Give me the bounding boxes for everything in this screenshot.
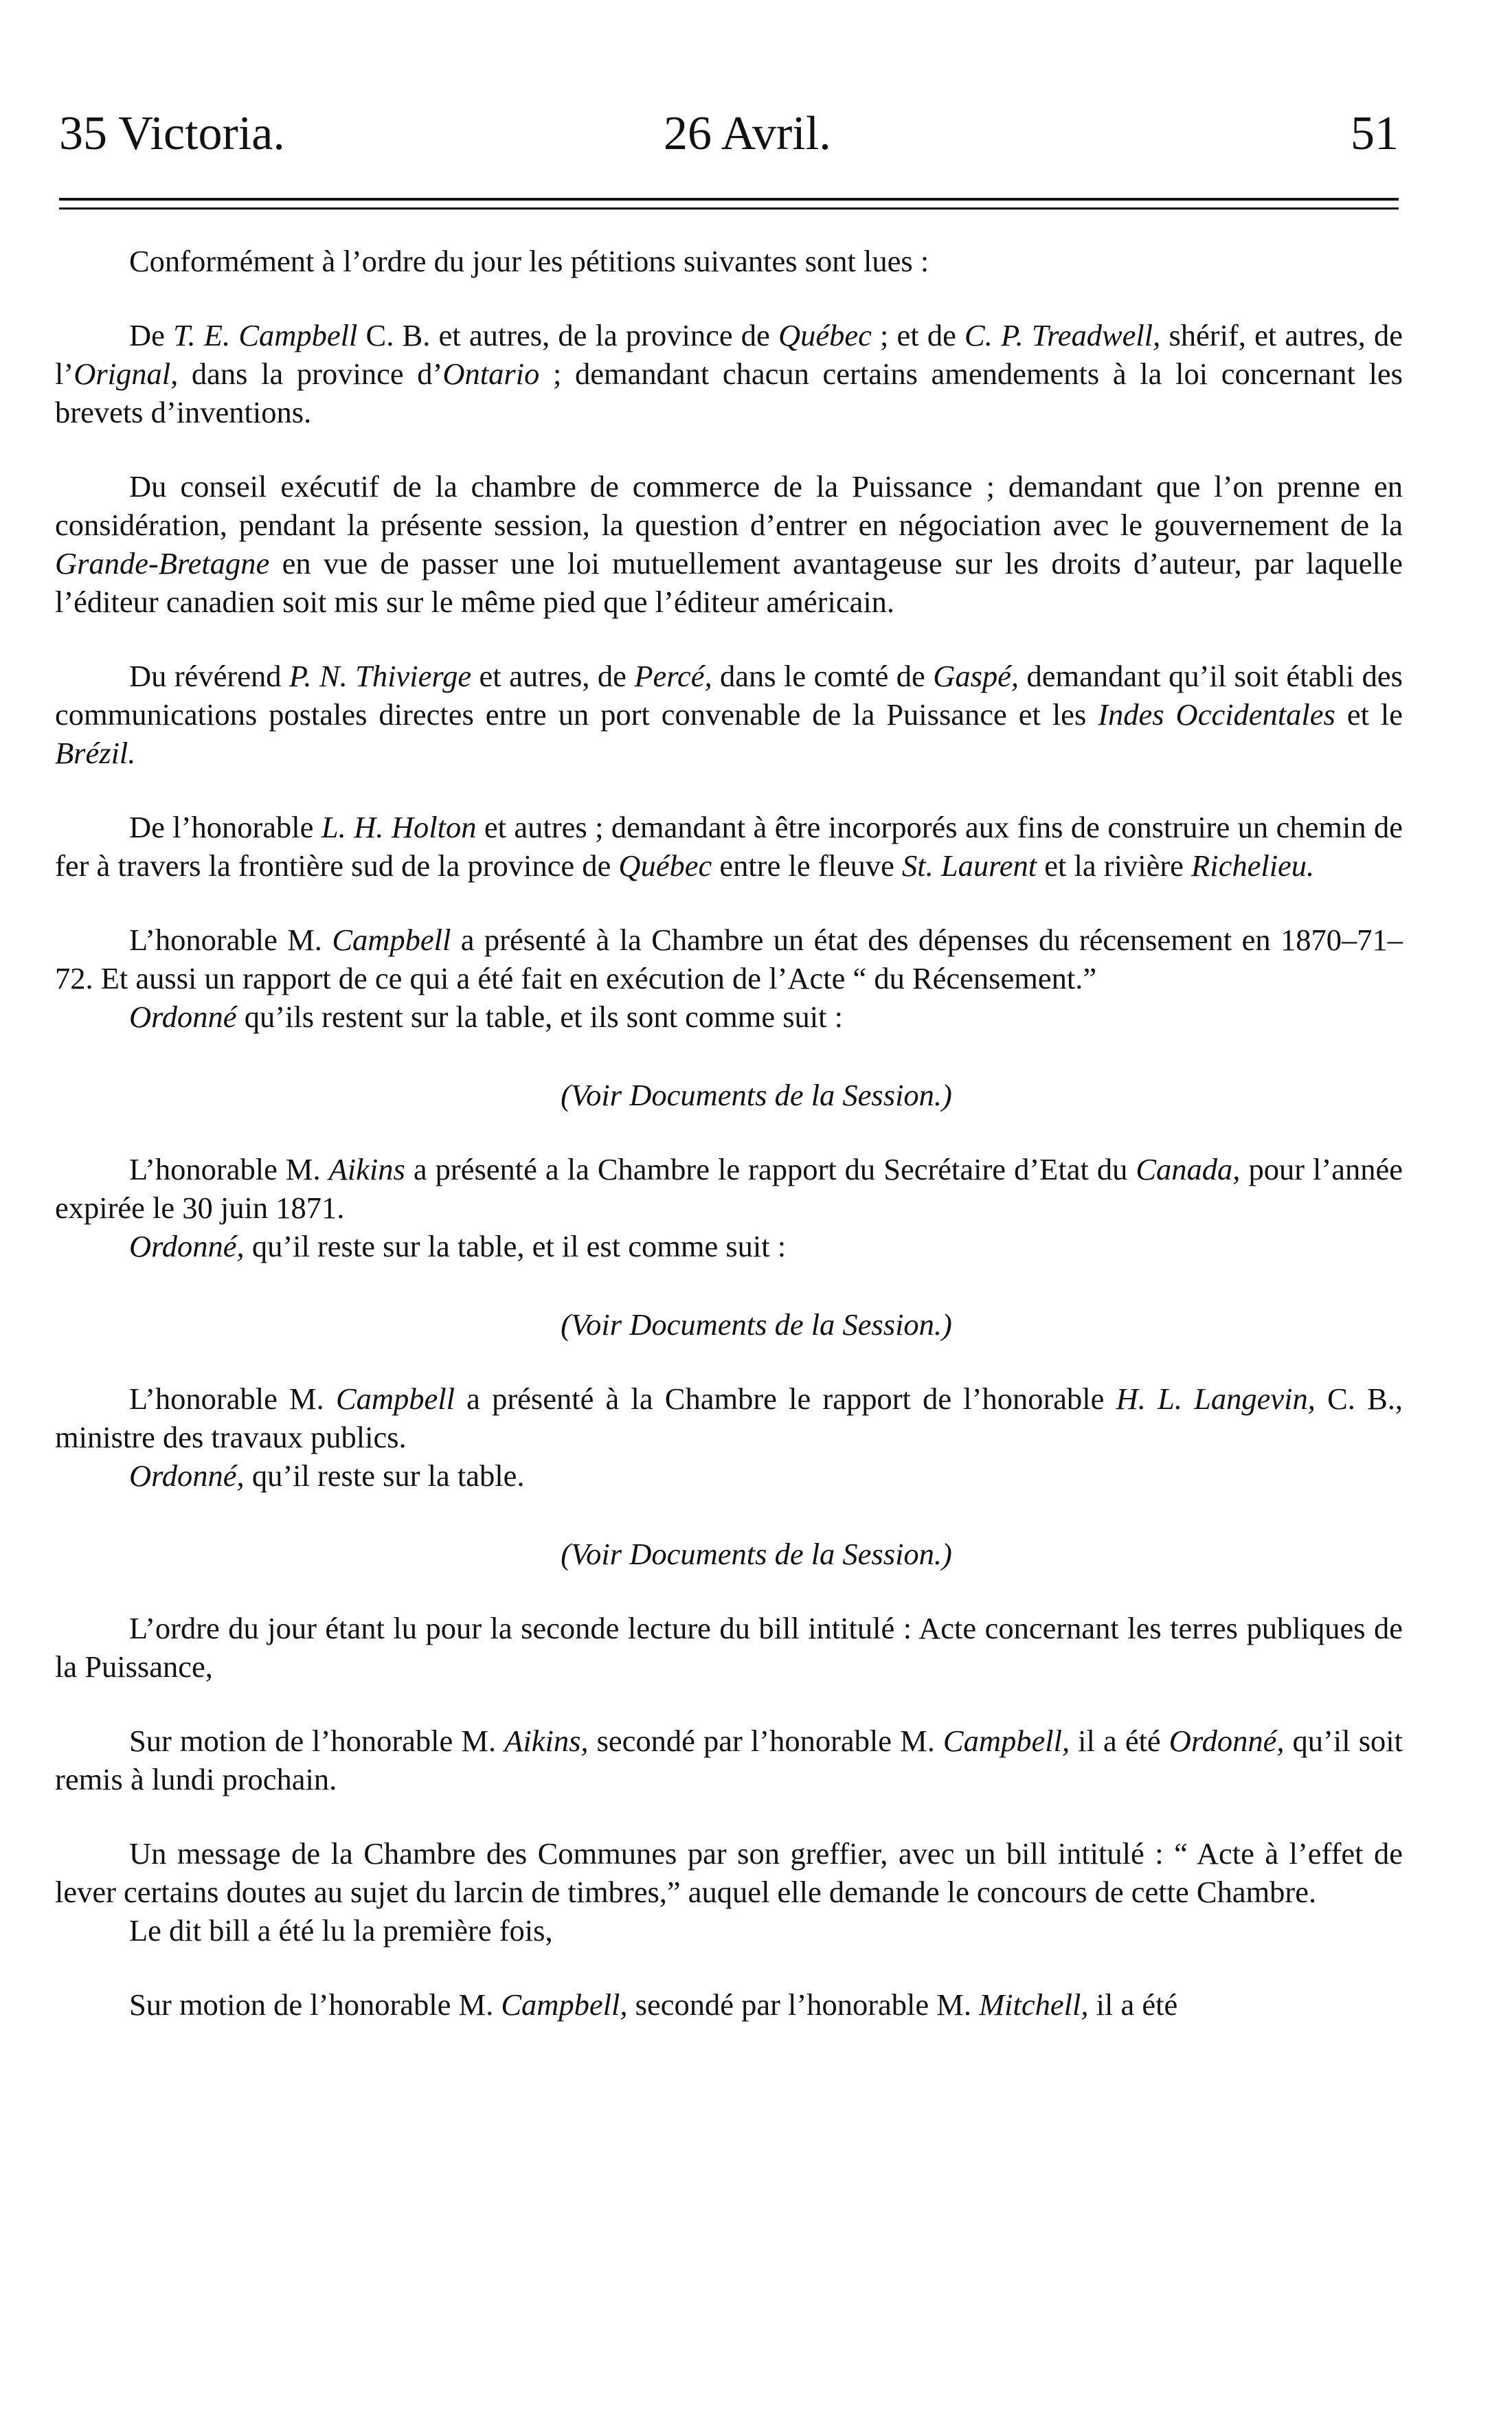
paragraph (55, 808, 1403, 885)
text-run: qu’il soit remis à lundi prochain. (55, 1724, 1403, 1796)
text-run: dans le comté de (712, 659, 934, 693)
page-number: 51 (1351, 107, 1399, 160)
italic-run: Ordonné, (129, 1458, 245, 1493)
paragraph (55, 997, 1403, 1036)
text-run: Le dit bill a été lu la première fois, (129, 1913, 553, 1948)
italic-run: Richelieu. (1191, 848, 1315, 883)
text-run: (Voir Documents de la Session.) (561, 1307, 952, 1342)
session-documents-note (55, 1305, 1403, 1344)
page-body (55, 242, 1403, 2024)
text-run: secondé par l’honorable M. (588, 1724, 943, 1758)
paragraph (55, 1985, 1403, 2024)
header-rule-bottom (59, 207, 1399, 210)
text-run: a présenté a la Chambre le rapport du Secrétaire d’Etat du (405, 1152, 1136, 1186)
italic-run: Percé, (634, 659, 712, 693)
italic-run: Campbell (332, 923, 451, 957)
header-rule-top (59, 198, 1399, 201)
text-run: L’honorable M. (129, 923, 332, 957)
paragraph (55, 316, 1403, 431)
session-documents-note (55, 1535, 1403, 1573)
text-run: De l’honorable (129, 810, 321, 844)
text-run: a présenté à la Chambre un état des dépenses du récensement en 1870–71–72. Et aussi un rapport de ce qui a été fait en exécution de l’Acte “ du Récensement.” (55, 923, 1403, 995)
italic-run: C. P. Treadwell, (964, 318, 1161, 352)
italic-run: Ontario (442, 357, 540, 391)
paragraph (55, 1379, 1403, 1456)
running-head-date: 26 Avril. (664, 107, 831, 160)
text-run: (Voir Documents de la Session.) (561, 1078, 952, 1112)
text-run: ; et de (871, 318, 965, 352)
italic-run: Québec (778, 318, 872, 352)
italic-run: Ordonné, (1169, 1724, 1285, 1758)
italic-run: Mitchell, (979, 1987, 1089, 2022)
text-run: L’honorable M. (129, 1381, 336, 1416)
paragraph (55, 1150, 1403, 1227)
running-head-left: 35 Victoria. (59, 107, 285, 160)
text-run: C. B. et autres, de la province de (357, 318, 778, 352)
italic-run: L. H. Holton (321, 810, 477, 844)
paragraph (55, 1609, 1403, 1686)
text-run: en vue de passer une loi mutuellement avantageuse sur les droits d’auteur, par laquelle l’éditeur canadien soit mis sur le même pied que l’éditeur américain. (55, 546, 1403, 619)
italic-run: Québec (618, 848, 712, 883)
italic-run: Aikins, (504, 1724, 589, 1758)
text-run: Du révérend (129, 659, 289, 693)
session-documents-note (55, 1076, 1403, 1114)
paragraph (55, 1227, 1403, 1265)
italic-run: T. E. Campbell (173, 318, 358, 352)
text-run: a présenté à la Chambre le rapport de l’honorable (454, 1381, 1116, 1416)
italic-run: Canada, (1136, 1152, 1241, 1186)
italic-run: Campbell (335, 1381, 455, 1416)
italic-run: Campbell, (943, 1724, 1070, 1758)
text-run: shérif, et autres, de l’ (55, 318, 1403, 391)
text-run: il a été (1070, 1724, 1169, 1758)
text-run: Sur motion de l’honorable M. (129, 1724, 505, 1758)
text-run: L’ordre du jour étant lu pour la seconde lecture du bill intitulé : Acte concernant les terres publiques de la Puissance, (55, 1611, 1403, 1684)
text-run: Du conseil exécutif de la chambre de commerce de la Puissance ; demandant que l’on prenne en considération, pendant la présente session, la question d’entrer en négociation avec le gouvernement de la (55, 469, 1403, 542)
text-run: qu’il reste sur la table, et il est comme suit : (244, 1229, 787, 1263)
text-run: et autres, de (471, 659, 635, 693)
italic-run: Indes Occidentales (1098, 697, 1335, 732)
italic-run: P. N. Thivierge (289, 659, 472, 693)
paragraph (55, 242, 1403, 280)
text-run: il a été (1088, 1987, 1178, 2022)
italic-run: St. Laurent (902, 848, 1037, 883)
text-run: Conformément à l’ordre du jour les pétitions suivantes sont lues : (129, 244, 929, 278)
text-run: Un message de la Chambre des Communes par son greffier, avec un bill intitulé : “ Acte à l’effet de lever certains doutes au sujet du larcin de timbres,” auquel elle demande le concours de cette Chambre. (55, 1836, 1403, 1909)
italic-run: Grande-Bretagne (55, 546, 270, 580)
italic-run: Ordonné (129, 1000, 237, 1034)
paragraph (55, 1722, 1403, 1798)
text-run: (Voir Documents de la Session.) (561, 1537, 952, 1571)
text-run: pour l’année expirée le 30 juin 1871. (55, 1152, 1403, 1225)
italic-run: Ordonné, (129, 1229, 245, 1263)
italic-run: H. L. Langevin, (1116, 1381, 1316, 1416)
text-run: L’honorable M. (129, 1152, 329, 1186)
paragraph (55, 1456, 1403, 1495)
text-run: C. B., ministre des travaux publics. (55, 1381, 1403, 1454)
text-run: demandant qu’il soit établi des communications postales directes entre un port convenable de la Puissance et les (55, 659, 1403, 732)
italic-run: Aikins (328, 1152, 405, 1186)
italic-run: Gaspé, (933, 659, 1019, 693)
text-run: et la rivière (1037, 848, 1192, 883)
text-run: Sur motion de l’honorable M. (129, 1987, 501, 2022)
italic-run: Brézil. (55, 736, 136, 770)
text-run: qu’il reste sur la table. (244, 1458, 525, 1493)
text-run: ; demandant chacun certains amendements à la loi concernant les brevets d’inventions. (55, 357, 1403, 429)
text-run: dans la province d’ (178, 357, 443, 391)
paragraph (55, 1834, 1403, 1911)
text-run: secondé par l’honorable M. (627, 1987, 980, 2022)
paragraph (55, 921, 1403, 997)
paragraph (55, 657, 1403, 772)
paragraph (55, 1911, 1403, 1950)
italic-run: Orignal, (74, 357, 179, 391)
text-run: entre le fleuve (712, 848, 903, 883)
text-run: et autres ; demandant à être incorporés aux fins de construire un chemin de fer à travers la frontière sud de la province de (55, 810, 1403, 883)
text-run: et le (1335, 697, 1403, 732)
running-head (59, 103, 1399, 165)
text-run: qu’ils restent sur la table, et ils sont comme suit : (236, 1000, 844, 1034)
paragraph (55, 467, 1403, 621)
italic-run: Campbell, (501, 1987, 628, 2022)
text-run: De (129, 318, 174, 352)
